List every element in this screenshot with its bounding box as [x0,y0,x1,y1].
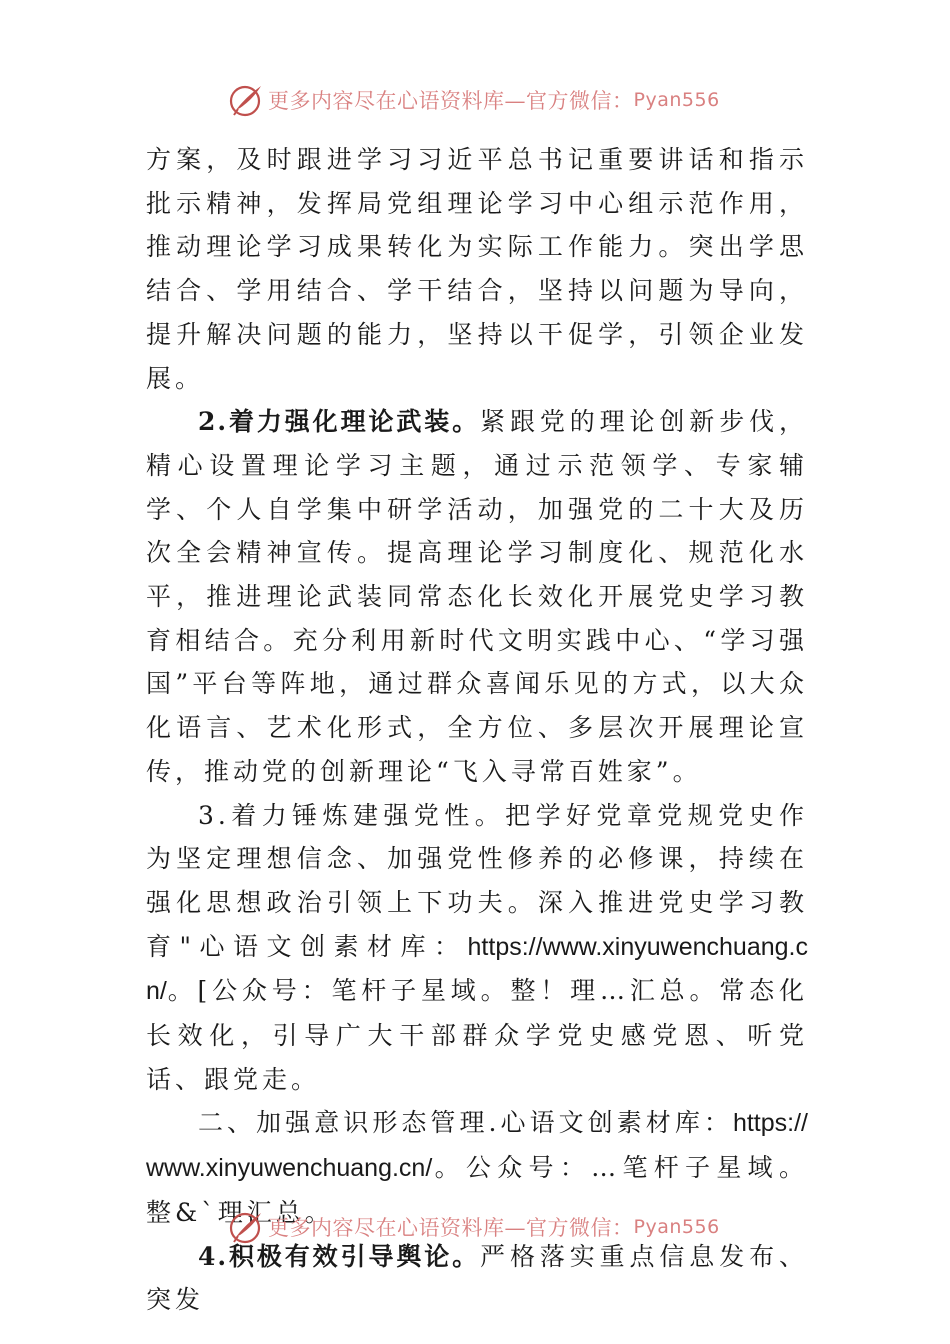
paragraph-4-text-a: 二、加强意识形态管理.心语文创素材库： [198,1108,733,1138]
paragraph-2-body: 紧跟党的理论创新步伐，精心设置理论学习主题，通过示范领学、专家辅学、个人自学集中研学活动，加强党的二十大及历次全会精神宣传。提高理论学习制度化、规范化水平，推进理论武装同常态化长效化开展党史学习教育相结合。充分利用新时代文明实践中心、“学习强国”平台等阵地，通过群众喜闻乐见的方式，以大众化语言、艺术化形式，全方位、多层次开展理论宣传，推动党的创新理论“飞入寻常百姓家”。 [146,407,808,786]
footer-site-text: 更多内容尽在心语资料库—官方微信： [268,1216,634,1240]
paragraph-3-text-b: 。[公众号：笔杆子星域。整！理…汇总。常态化长效化，引导广大干部群众学党史感党恩、听党话、跟党走。 [146,976,808,1094]
footer-wechat-id: Pyan556 [633,1216,720,1238]
paragraph-5 [146,1235,808,1322]
paragraph-4-text-b: 。公众号：…笔杆子星域。整&`理汇总。 [146,1153,808,1227]
paragraph-3 [146,794,808,1102]
paragraph-5-body: 严格落实重点信息发布、突发 [146,1241,808,1315]
header-site-text: 更多内容尽在心语资料库—官方微信： [268,89,634,113]
quill-pen-logo-icon [228,1209,264,1245]
paragraph-4-url: https://www.xinyuwenchuang.cn/ [146,1109,808,1183]
paragraph-3-text-a: 3.着力锤炼建强党性。把学好党章党规党史作为坚定理想信念、加强党性修养的必修课，持续在强化思想政治引领上下功夫。深入推进党史学习教育"心语文创素材库： [146,800,808,961]
paragraph-5-heading: 4.积极有效引导舆论。 [198,1241,481,1271]
document-body [146,138,808,1322]
paragraph-1: 方案，及时跟进学习习近平总书记重要讲话和指示批示精神，发挥局党组理论学习中心组示范作用，推动理论学习成果转化为实际工作能力。突出学思结合、学用结合、学干结合，坚持以问题为导向，提升解决问题的能力，坚持以干促学，引领企业发展。 [146,145,808,393]
header-wechat-id: Pyan556 [633,89,720,111]
page-header-watermark [0,80,950,120]
quill-pen-logo-icon [228,82,264,118]
paragraph-3-url: https://www.xinyuwenchuang.cn/ [146,932,808,1006]
paragraph-2-heading: 2.着力强化理论武装。 [198,407,481,437]
page-footer-watermark [0,1207,950,1247]
paragraph-2 [146,400,808,793]
